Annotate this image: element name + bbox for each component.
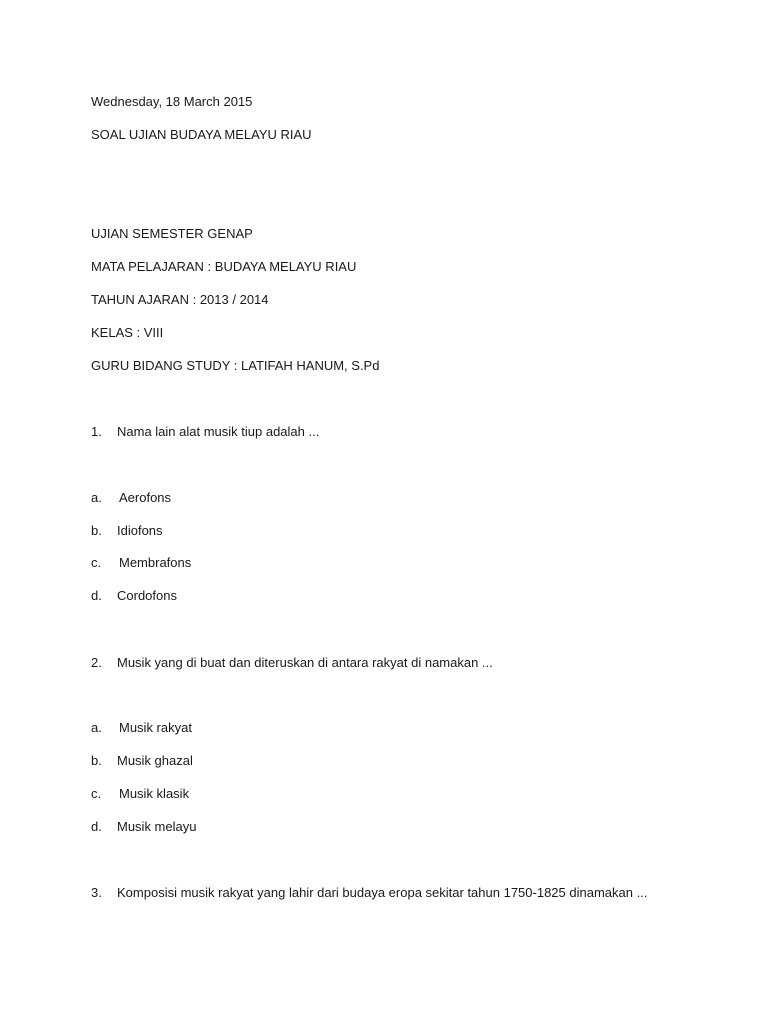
option-text: Membrafons [119, 555, 192, 570]
exam-subject: MATA PELAJARAN : BUDAYA MELAYU RIAU [91, 259, 357, 274]
document-title: SOAL UJIAN BUDAYA MELAYU RIAU [91, 127, 312, 142]
option-letter: b. [91, 753, 102, 768]
question-text: Musik yang di buat dan diteruskan di antara rakyat di namakan ... [117, 655, 493, 670]
option-text: Aerofons [119, 490, 172, 505]
option-letter: d. [91, 588, 102, 603]
question-number: 1. [91, 424, 102, 439]
exam-year: TAHUN AJARAN : 2013 / 2014 [91, 292, 269, 307]
question-number: 3. [91, 885, 102, 900]
document-date: Wednesday, 18 March 2015 [91, 94, 253, 109]
exam-class: KELAS : VIII [91, 325, 164, 340]
option-text: Musik melayu [117, 819, 197, 834]
question-number: 2. [91, 655, 102, 670]
option-text: Musik ghazal [117, 753, 193, 768]
option-text: Cordofons [117, 588, 177, 603]
option-letter: c. [91, 786, 102, 801]
option-letter: a. [91, 490, 102, 505]
option-text: Musik klasik [119, 786, 190, 801]
option-text: Idiofons [117, 523, 163, 538]
option-letter: a. [91, 720, 102, 735]
question-text: Nama lain alat musik tiup adalah ... [117, 424, 320, 439]
option-letter: c. [91, 555, 102, 570]
exam-teacher: GURU BIDANG STUDY : LATIFAH HANUM, S.Pd [91, 358, 380, 373]
option-letter: d. [91, 819, 102, 834]
option-letter: b. [91, 523, 102, 538]
option-text: Musik rakyat [119, 720, 192, 735]
exam-semester: UJIAN SEMESTER GENAP [91, 226, 253, 241]
question-text: Komposisi musik rakyat yang lahir dari budaya eropa sekitar tahun 1750-1825 dinamakan ... [117, 885, 648, 900]
